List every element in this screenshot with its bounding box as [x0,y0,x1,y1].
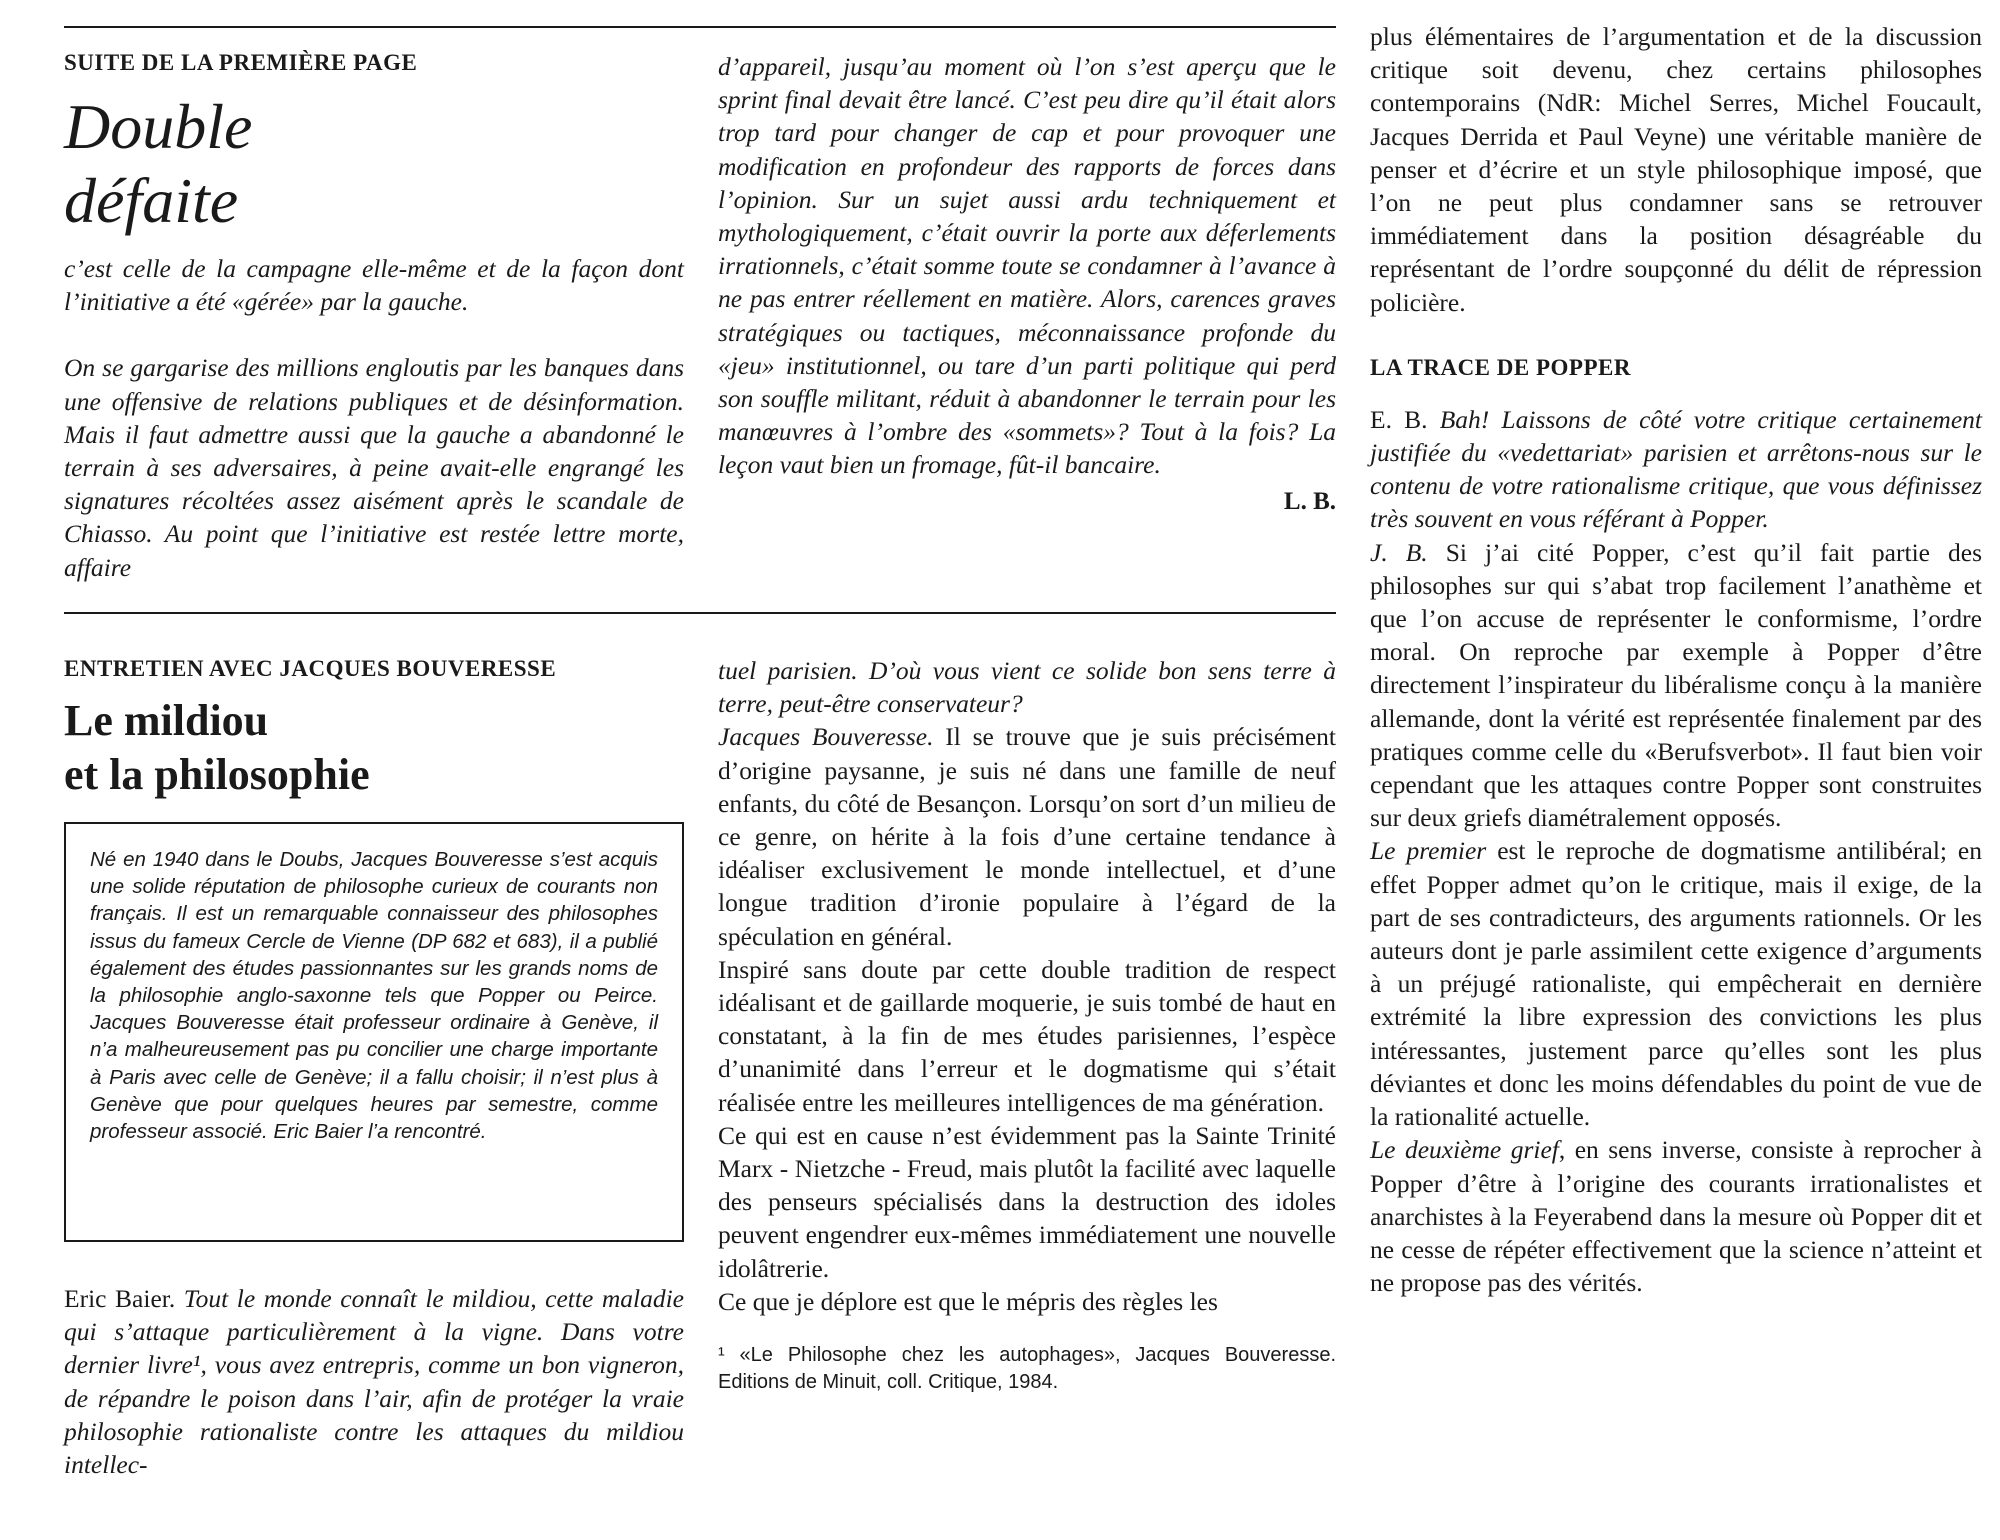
col3-continuation: plus élémentaires de l’argumentation et de la discussion critique soit devenu, chez certains philosophes contemporains (NdR: Michel Serres, Michel Foucault, Jacques Derrida et Paul Veyne) une véritable manière de penser et d’écrire et un style philosophique imposé, que l’on ne peut plus condamner sans se retrouver immédiatement dans la position désagréable du représentant de l’ordre soupçonné du délit de répression policière. [1370,22,1982,317]
article1-signature: L. B. [1283,487,1336,515]
article2-kicker: ENTRETIEN AVEC JACQUES BOUVERESSE [64,656,557,681]
question-1 [64,1282,684,1481]
article2-column-2 [718,654,1336,1396]
article2-header [64,656,684,802]
answer-1-p4: Ce que je déplore est que le mépris des règles les [718,1286,1218,1316]
article1-col2-text: d’appareil, jusqu’au moment où l’on s’est aperçu que le sprint final devait être lancé. C’est peu dire qu’il était alors trop tard pour changer de cap et pour provoquer une modification en profondeur des rapports de forces dans l’opinion. Sur un sujet aussi ardu techniquement et mythologiquement, c’était ouvrir la porte aux déferlements irrationnels, c’était somme toute se condamner à l’avance à ne pas entrer réellement en matière. Alors, carences graves stratégiques ou tactiques, méconnaissance profonde du «jeu» institutionnel, ou tare d’un parti politique qui perd son souffle militant, réduit à abandonner le terrain pour les manœuvres à l’ombre des «sommets»? Tout à la fois? La leçon vaut bien un fromage, fût-il bancaire. [718,52,1336,480]
q1-text: Tout le monde connaît le mildiou, cette maladie qui s’attaque particulièrement à la vigne. Dans votre dernier livre¹, vous avez entrepris, comme un bon vigneron, de répandre le poison dans l’air, afin de protéger la vraie philosophie rationaliste contre les attaques du mildiou intellec- [64,1284,684,1480]
q1-speaker: Eric Baier. [64,1284,176,1313]
article1-col1-text: On se gargarise des millions engloutis par les banques dans une offensive de relations publiques et de désinformation. Mais il faut admettre aussi que la gauche a abandonné le terrain à ses adversaires, à peine avait-elle engrangé les signatures récoltées assez aisément après le scandale de Chiasso. Au point que l’initiative est restée lettre morte, affaire [64,353,684,582]
article1-title [64,90,684,238]
article1-lead: c’est celle de la campagne elle-même et de la façon dont l’initiative a été «gérée» par la gauche. [64,254,684,317]
intro-box-text: Né en 1940 dans le Doubs, Jacques Bouveresse s’est acquis une solide réputation de philosophe curieux de courants non français. Il est un remarquable connaisseur des philosophes issus du fameux Cercle de Vienne (DP 682 et 683), il a publié également des études passionnantes sur les grands noms de la philosophie anglo-saxonne tels que Popper ou Peirce. Jacques Bouveresse était professeur ordinaire à Genève, il n’a malheureusement pas pu concilier une charge importante à Paris avec celle de Genève; il a fallu choisir; il n’est plus à Genève que pour quelques heures par semestre, comme professeur associé. Eric Baier l’a rencontré. [90,848,658,1144]
deuxieme-label: Le deuxième grief [1370,1135,1559,1165]
question-2 [1370,403,1982,536]
article-double-defaite [64,50,684,584]
article2-column-1-bottom [64,1282,684,1481]
middle-rule [64,612,1336,614]
article2-title-line2: et la philosophie [64,750,370,799]
premier-label: Le premier [1370,836,1487,866]
premier-text: est le reproche de dogmatisme antilibéral; en effet Popper admet qu’on le critique, mais il exige, de la part de ses contradicteurs, des arguments rationnels. Or les auteurs dont je parle assimilent cette exigence d’arguments à un préjugé rationaliste, qui empêcherait en dernière extrémité la libre expression des convictions les plus intéressantes, justement parce qu’elles sont les plus déviantes et donc les moins défendables du point de vue de la rationalité actuelle. [1370,836,1983,1132]
article1-kicker: SUITE DE LA PREMIÈRE PAGE [64,50,418,75]
q1-continued: tuel parisien. D’où vous vient ce solide bon sens terre à terre, peut-être conservateur? [718,656,1336,719]
deuxieme-text: , en sens inverse, consiste à reprocher à Popper d’être à l’origine des courants irrationalistes et anarchistes à la Feyerabend dans la mesure où Popper dit et ne cesse de répéter effectivement que la science n’atteint et ne propose pas des vérités. [1370,1135,1982,1298]
article2-title [64,694,684,802]
a1-p1-text: Il se trouve que je suis précisément d’origine paysanne, je suis né dans une famille de neuf enfants, du côté de Besançon. Lorsqu’on sort d’un milieu de ce genre, on hérite à la fois d’une certaine tendance à idéaliser exclusivement le monde intellectuel, et d’une longue tradition d’ironie populaire à l’égard de la spéculation en général. [718,722,1336,951]
answer-2-p1 [1370,536,1982,835]
article2-column-3 [1370,20,1982,1299]
answer-1-p2: Inspiré sans doute par cette double tradition de respect idéalisant et de gaillarde moquerie, je suis tombé de haut en constatant, à la fin de mes études parisiennes, l’espèce d’unanimité dans l’erreur et le dogmatisme qui s’était réalisée entre les meilleures intelligences de ma génération. [718,954,1336,1117]
answer-1-p3: Ce qui est en cause n’est évidemment pas la Sainte Trinité Marx - Nietzche - Freud, mais plutôt la facilité avec laquelle des penseurs spécialisés dans la destruction des idoles peuvent engendrer eux-mêmes immédiatement une nouvelle idolâtrerie. [718,1120,1336,1283]
subhead-trace-popper: LA TRACE DE POPPER [1370,354,1631,380]
a1-speaker: Jacques Bouveresse. [718,722,934,752]
answer-2-premier [1370,834,1982,1133]
q2-text: Bah! Laissons de côté votre critique certainement justifiée du «vedettariat» parisien et arrêtons-nous sur le contenu de votre rationalisme critique, que vous définissez très souvent en vous référant à Popper. [1370,404,1982,534]
a2-speaker: J. B. [1370,537,1428,567]
article1-column-2 [718,50,1336,516]
a2-p1-text: Si j’ai cité Popper, c’est qu’il fait partie des philosophes sur qui s’abat trop facilement l’anathème et que l’on accuse de représenter le conformisme, l’ordre moral. On reproche par exemple à Popper d’être directement l’inspirateur du libéralisme conçu à la manière allemande, dont la vérité est représentée finalement par des pratiques comme celle du «Berufsverbot». Il faut bien voir cependant que les attaques contre Popper sont construites sur deux griefs diamétralement opposés. [1370,537,1982,833]
article1-title-line1: Double [64,91,253,162]
top-rule [64,26,1336,28]
article2-title-line1: Le mildiou [64,696,269,745]
intro-box [64,822,684,1242]
footnote: ¹ «Le Philosophe chez les autophages», Jacques Bouveresse. Editions de Minuit, coll. Critique, 1984. [718,1344,1336,1394]
answer-1-p1 [718,720,1336,952]
q2-speaker: E. B. [1370,404,1428,434]
article1-title-line2: défaite [64,165,239,236]
answer-2-deuxieme [1370,1133,1982,1299]
